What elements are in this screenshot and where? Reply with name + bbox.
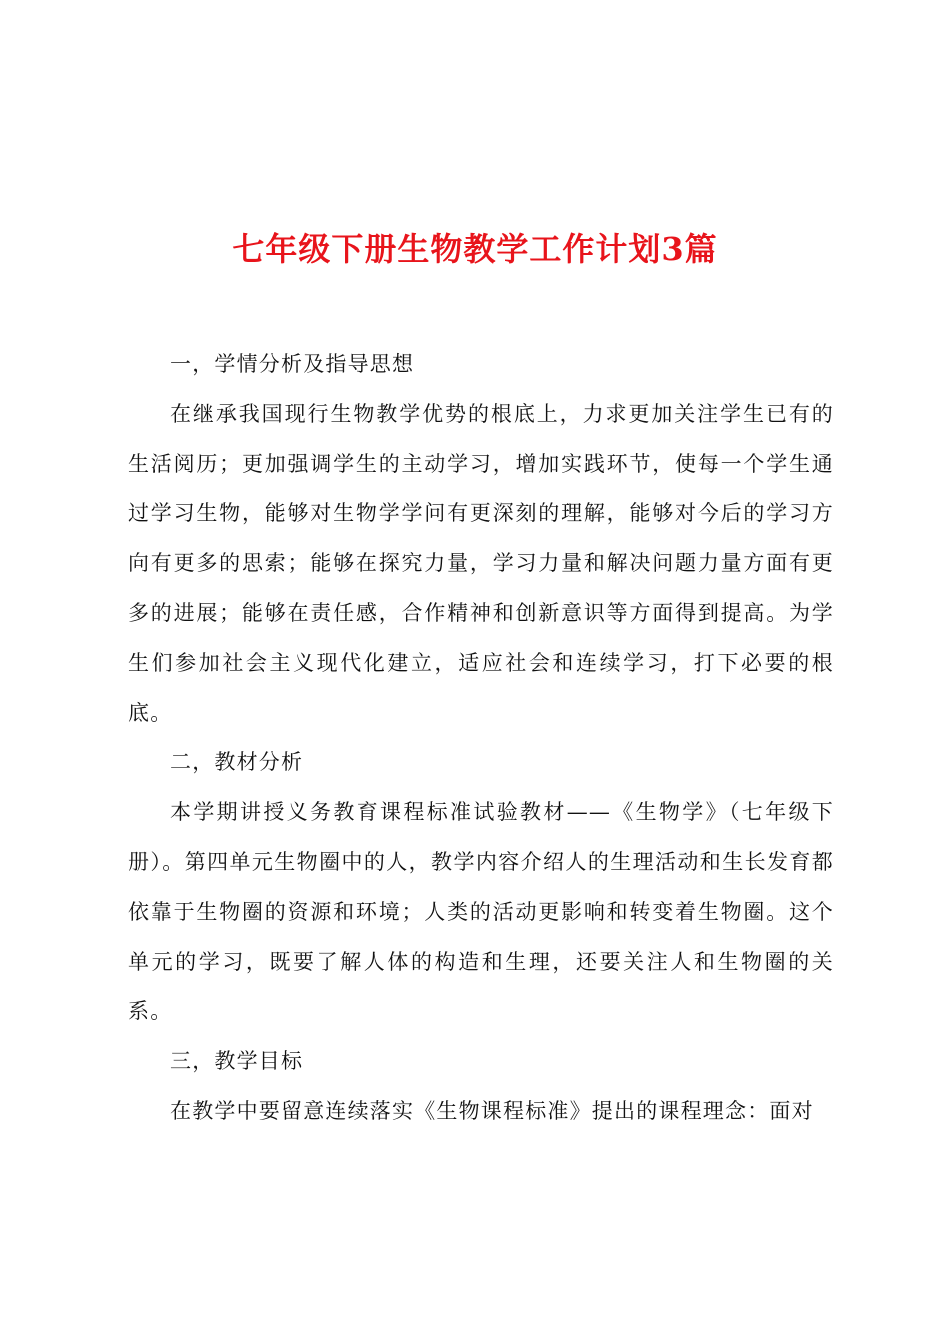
document-body	[128, 340, 834, 1137]
section-heading-2: 二，教材分析	[170, 750, 304, 775]
section-paragraph-1: 在继承我国现行生物教学优势的根底上，力求更加关注学生已有的生活阅历；更加强调学生的主动学习，增加实践环节，使每一个学生通过学习生物，能够对生物学学问有更深刻的理解，能够对今后的学习方向有更多的思索；能够在探究力量，学习力量和解决问题力量方面有更多的进展；能够在责任感，合作精神和创新意识等方面得到提高。为学生们参加社会主义现代化建立，适应社会和连续学习，打下必要的根底。	[128, 401, 834, 725]
section-paragraph-3: 在教学中要留意连续落实《生物课程标准》提出的课程理念：面对	[170, 1098, 814, 1123]
section-heading-1: 一，学情分析及指导思想	[170, 352, 415, 376]
section-heading-3: 三，教学目标	[170, 1049, 304, 1074]
section-paragraph-2: 本学期讲授义务教育课程标准试验教材——《生物学》（七年级下册）。第四单元生物圈中的人，教学内容介绍人的生理活动和生长发育都依靠于生物圈的资源和环境；人类的活动更影响和转变着生物圈。这个单元的学习，既要了解人体的构造和生理，还要关注人和生物圈的关系。	[128, 800, 834, 1024]
document-title: 七年级下册生物教学工作计划3篇	[232, 230, 718, 269]
